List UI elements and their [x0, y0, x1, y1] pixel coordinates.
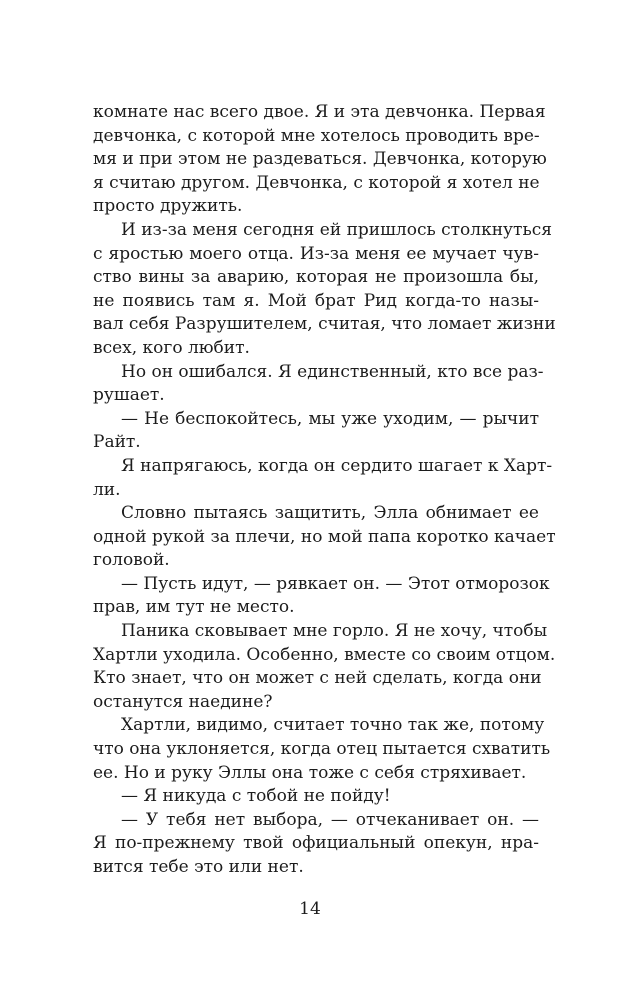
text-line: просто дружить.	[93, 196, 243, 217]
text-line: вал себя Разрушителем, считая, что ломает жизни	[93, 314, 556, 335]
text-line: девчонка, с которой мне хотелось проводить вре-	[93, 125, 540, 146]
text-line: всех, кого любит.	[93, 337, 250, 358]
text-line: ство вины за аварию, которая не произошла бы,	[93, 267, 539, 288]
text-line: с яростью моего отца. Из-за меня ее мучает чув-	[93, 243, 539, 264]
text-line: мя и при этом не раздеваться. Девчонка, которую	[93, 149, 547, 170]
text-line: не появись там я. Мой брат Рид когда-то назы-	[93, 290, 539, 311]
text-line: Хартли, видимо, считает точно так же, потому	[121, 715, 545, 736]
body-text	[93, 101, 556, 880]
text-line: Райт.	[93, 432, 141, 453]
text-line: комнате нас всего двое. Я и эта девчонка. Первая	[93, 102, 546, 122]
text-line: одной рукой за плечи, но мой папа коротко качает	[93, 526, 556, 547]
page-number: 14	[299, 899, 321, 919]
text-line: Хартли уходила. Особенно, вместе со своим отцом.	[93, 644, 556, 665]
text-line: Паника сковывает мне горло. Я не хочу, чтобы	[121, 621, 548, 642]
text-line: Я напрягаюсь, когда он сердито шагает к Харт-	[121, 455, 553, 476]
text-line: И из-за меня сегодня ей пришлось столкнуться	[121, 219, 552, 240]
text-line: головой.	[93, 550, 170, 571]
text-line: — Пусть идут, — рявкает он. — Этот отморозок	[121, 573, 550, 594]
text-line: — У тебя нет выбора, — отчеканивает он. —	[121, 809, 539, 830]
text-line: рушает.	[93, 385, 165, 406]
text-line: Словно пытаясь защитить, Элла обнимает ее	[121, 503, 539, 524]
text-line: я считаю другом. Девчонка, с которой я хотел не	[93, 172, 540, 193]
text-line: Но он ошибался. Я единственный, кто все раз-	[121, 361, 544, 382]
text-line: — Не беспокойтесь, мы уже уходим, — рычит	[121, 408, 539, 429]
text-line: Кто знает, что он может с ней сделать, когда они	[93, 668, 542, 689]
text-line: что она уклоняется, когда отец пытается схватить	[93, 739, 551, 760]
text-line: вится тебе это или нет.	[93, 857, 304, 877]
text-line: ли.	[93, 479, 121, 500]
text-line: останутся наедине?	[93, 691, 273, 712]
text-line: ее. Но и руку Эллы она тоже с себя стряхивает.	[93, 762, 527, 783]
text-line: — Я никуда с тобой не пойду!	[121, 786, 391, 807]
text-line: Я по-прежнему твой официальный опекун, нра-	[93, 833, 539, 854]
text-line: прав, им тут не место.	[93, 597, 295, 618]
